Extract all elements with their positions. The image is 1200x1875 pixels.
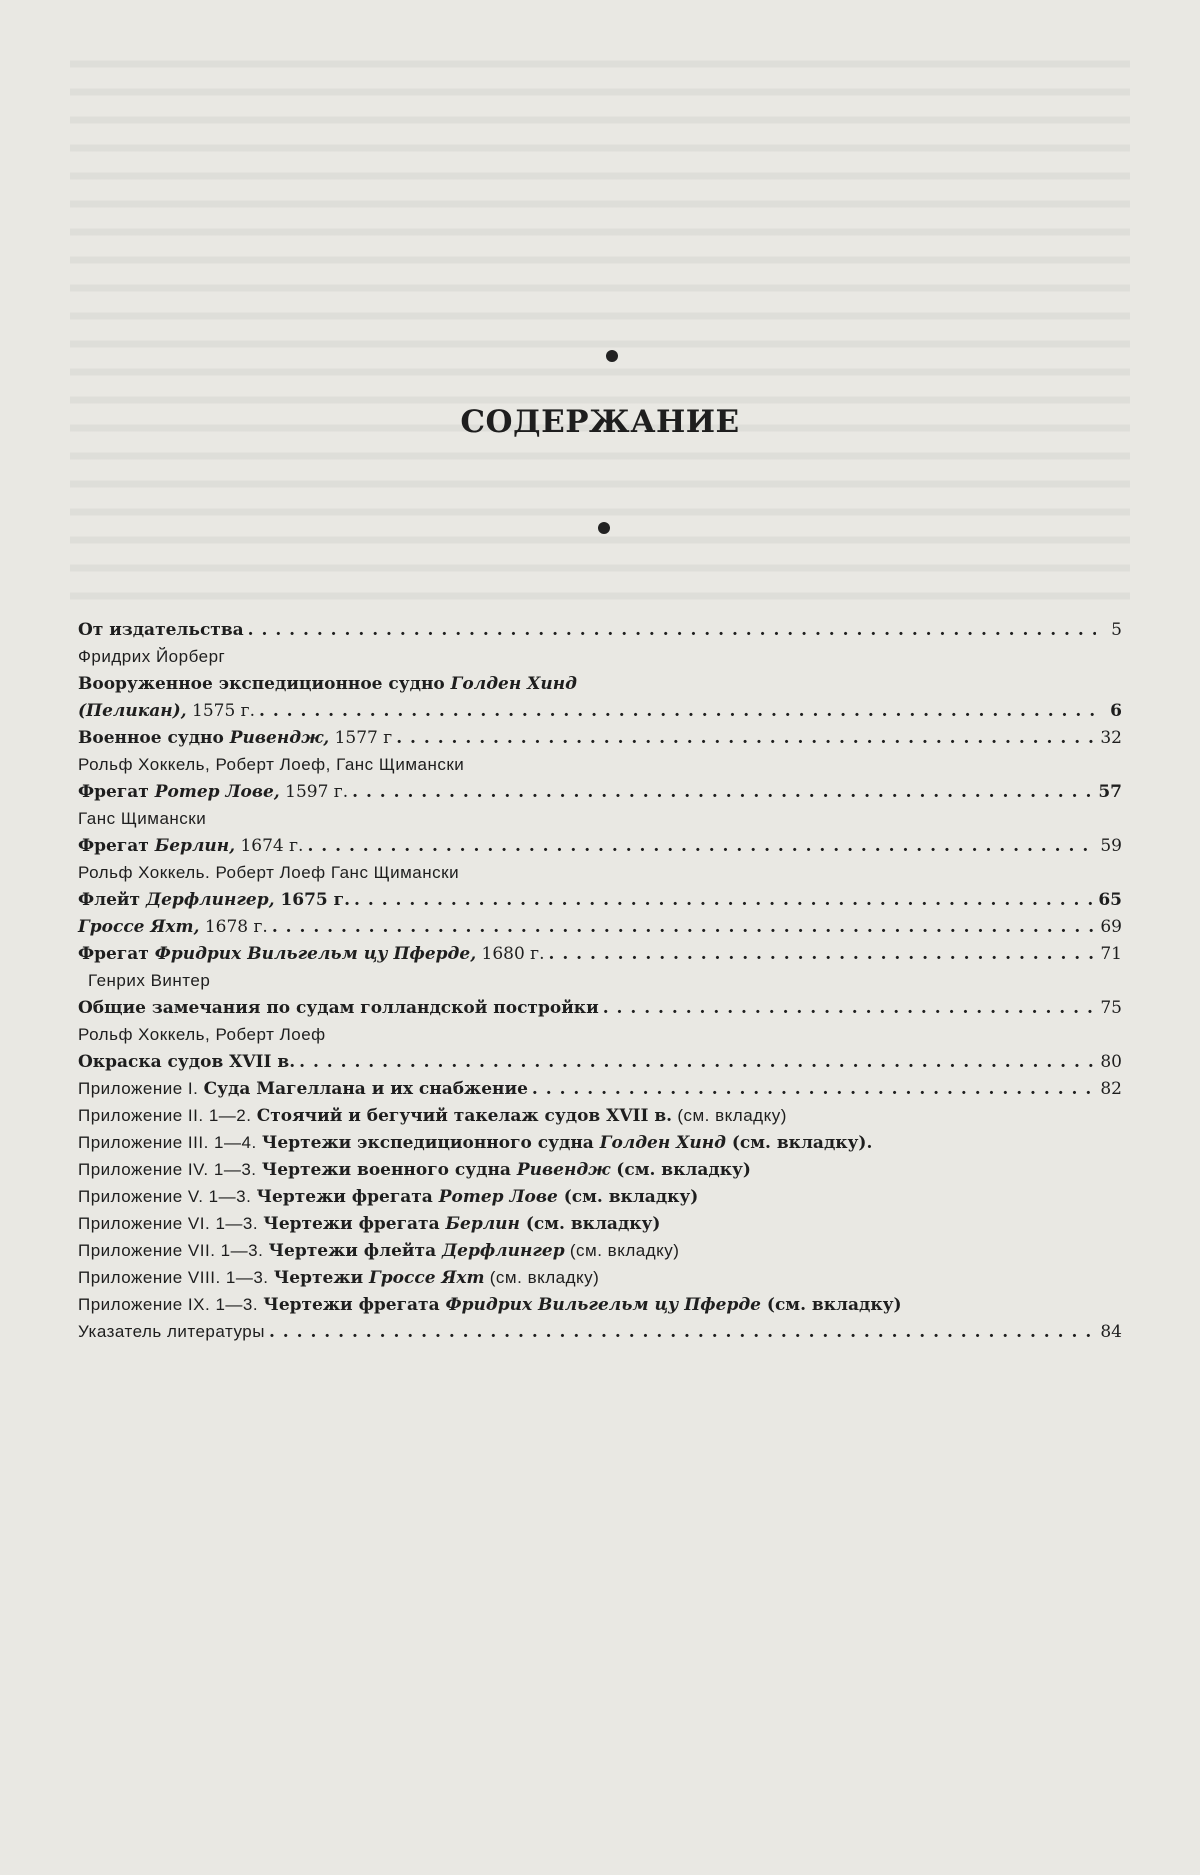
toc-page-number: 71: [1100, 944, 1122, 964]
author-name: Генрих Винтер: [78, 971, 210, 991]
toc-entry-title: [78, 728, 392, 748]
insert-note: (см. вкладку): [761, 1295, 902, 1315]
toc-author: [78, 755, 1122, 780]
toc-author: [78, 809, 1122, 834]
leader-dots: [603, 998, 1096, 1018]
author-name: Фридрих Йорберг: [78, 647, 225, 667]
toc-entry-revenge[interactable]: [78, 728, 1122, 753]
appendix-number: Приложение VI. 1—3.: [78, 1214, 263, 1233]
toc-page-number: 57: [1098, 782, 1122, 802]
ornament-dot-top: [606, 350, 618, 362]
title-text: Чертежи фрегата: [257, 1187, 439, 1207]
author-name: Ганс Щимански: [78, 809, 206, 829]
insert-note: (см. вкладку): [610, 1160, 751, 1180]
leader-dots: [352, 782, 1094, 802]
toc-page-number: 65: [1098, 890, 1122, 910]
toc-entry-berlin[interactable]: [78, 836, 1122, 861]
title-text: Фрегат: [78, 836, 155, 856]
toc-entry-title: [78, 1106, 787, 1126]
ship-name: Ротер Лове,: [155, 782, 280, 802]
ship-name: Ротер Лове: [439, 1187, 558, 1207]
toc-entry-appendix-3[interactable]: [78, 1133, 1122, 1158]
insert-note: (см. вкладку): [485, 1268, 600, 1287]
toc-entry-title: [78, 1214, 660, 1234]
page-title: СОДЕРЖАНИЕ: [0, 404, 1200, 440]
toc-entry-grosse-jacht[interactable]: [78, 917, 1122, 942]
year-text: 1577 г: [329, 728, 392, 748]
toc-entry-title: Общие замечания по судам голландской постройки: [78, 998, 599, 1018]
year-text: 1680 г.: [476, 944, 544, 964]
appendix-number: Приложение III. 1—4.: [78, 1133, 262, 1152]
leader-dots: [354, 890, 1094, 910]
toc-entry-title: [78, 944, 545, 964]
toc-entry-appendix-9[interactable]: [78, 1295, 1122, 1320]
toc-entry-appendix-1[interactable]: [78, 1079, 1122, 1104]
year-text: 1678 г.: [199, 917, 267, 937]
leader-dots: [269, 1322, 1096, 1342]
leader-dots: [396, 728, 1096, 748]
toc-author: [78, 1025, 1122, 1050]
toc-author: [78, 647, 1122, 672]
toc-entry-title: [78, 890, 350, 910]
ship-name: Ривендж: [517, 1160, 611, 1180]
title-text: Чертежи флейта: [269, 1241, 442, 1261]
ship-name: (Пеликан),: [78, 701, 187, 721]
title-text: Чертежи фрегата: [263, 1214, 445, 1234]
leader-dots: [248, 620, 1096, 640]
toc-entry-title: [78, 1241, 679, 1261]
appendix-number: Приложение II. 1—2.: [78, 1106, 257, 1125]
toc-entry-friedrich-wilhelm[interactable]: [78, 944, 1122, 969]
toc-page-number: 6: [1100, 701, 1122, 721]
appendix-number: Приложение I.: [78, 1079, 204, 1098]
ship-name: Фридрих Вильгельм цу Пферде,: [155, 944, 476, 964]
insert-note: (см. вкладку): [672, 1106, 787, 1125]
title-text: Чертежи военного судна: [262, 1160, 517, 1180]
toc-entry-title: [78, 1079, 528, 1099]
year-text: 1575 г.: [187, 701, 255, 721]
toc-page-number: 5: [1100, 620, 1122, 640]
toc-page-number: 84: [1100, 1322, 1122, 1342]
toc-page-number: 82: [1100, 1079, 1122, 1099]
author-name: Рольф Хоккель. Роберт Лоеф Ганс Щимански: [78, 863, 459, 883]
toc-entry-appendix-2[interactable]: [78, 1106, 1122, 1131]
toc-entry-bibliography[interactable]: [78, 1322, 1122, 1347]
insert-note: (см. вкладку): [520, 1214, 661, 1234]
toc-entry-appendix-7[interactable]: [78, 1241, 1122, 1266]
ship-name: Гроссе Яхт,: [78, 917, 199, 937]
toc-entry-roter-lowe[interactable]: [78, 782, 1122, 807]
author-name: Рольф Хоккель, Роберт Лоеф: [78, 1025, 326, 1045]
toc-entry-title: [78, 917, 268, 937]
toc-entry-title: Окраска судов XVII в.: [78, 1052, 295, 1072]
title-text: Военное судно: [78, 728, 230, 748]
toc-entry-title: [78, 1160, 751, 1180]
ship-name: Дерфлингер: [442, 1241, 565, 1261]
insert-note: (см. вкладку): [558, 1187, 699, 1207]
toc-entry-appendix-6[interactable]: [78, 1214, 1122, 1239]
year-text: 1597 г.: [280, 782, 348, 802]
title-text: Стоячий и бегучий такелаж судов XVII в.: [257, 1106, 672, 1126]
toc-entry-appendix-8[interactable]: [78, 1268, 1122, 1293]
title-text: Суда Магеллана и их снабжение: [204, 1079, 528, 1099]
title-text: Фрегат: [78, 782, 155, 802]
toc-entry-appendix-5[interactable]: [78, 1187, 1122, 1212]
ship-name: Гроссе Яхт: [369, 1268, 485, 1288]
toc-entry-golden-hind-line1[interactable]: [78, 674, 1122, 699]
toc-entry-title: [78, 701, 255, 721]
title-text: Чертежи экспедиционного судна: [262, 1133, 600, 1153]
toc-page-number: 75: [1100, 998, 1122, 1018]
ornament-dot-bottom: [598, 522, 610, 534]
year-text: 1674 г.: [235, 836, 303, 856]
toc-entry-title: [78, 674, 577, 694]
toc-page-number: 69: [1100, 917, 1122, 937]
toc-entry-dutch-notes[interactable]: [78, 998, 1122, 1023]
toc-entry-publisher[interactable]: [78, 620, 1122, 645]
toc-page-number: 59: [1100, 836, 1122, 856]
toc-author: [78, 971, 1122, 996]
leader-dots: [299, 1052, 1096, 1072]
title-text: Флейт: [78, 890, 146, 910]
toc-entry-title: Указатель литературы: [78, 1322, 265, 1342]
toc-author: [78, 863, 1122, 888]
toc-entry-title: [78, 1295, 902, 1315]
leader-dots: [549, 944, 1097, 964]
author-name: Рольф Хоккель, Роберт Лоеф, Ганс Щимански: [78, 755, 464, 775]
toc-entry-title: [78, 1268, 599, 1288]
ship-name: Дерфлингер,: [146, 890, 275, 910]
leader-dots: [307, 836, 1096, 856]
toc-page-number: 32: [1100, 728, 1122, 748]
leader-dots: [532, 1079, 1096, 1099]
appendix-number: Приложение IV. 1—3.: [78, 1160, 262, 1179]
ship-name: Голден Хинд: [451, 674, 577, 694]
ship-name: Голден Хинд: [600, 1133, 726, 1153]
leader-dots: [272, 917, 1096, 937]
appendix-number: Приложение V. 1—3.: [78, 1187, 257, 1206]
toc-entry-title: [78, 1187, 698, 1207]
toc-entry-title: [78, 782, 348, 802]
toc-entry-title: [78, 1133, 872, 1153]
toc-entry-appendix-4[interactable]: [78, 1160, 1122, 1185]
appendix-number: Приложение VIII. 1—3.: [78, 1268, 274, 1287]
ship-name: Фридрих Вильгельм цу Пферде: [446, 1295, 761, 1315]
year-text: 1675 г.: [275, 890, 351, 910]
title-text: Вооруженное экспедиционное судно: [78, 674, 451, 694]
insert-note: (см. вкладку): [565, 1241, 680, 1260]
toc-entry-derfflinger[interactable]: [78, 890, 1122, 915]
toc-entry-title: От издательства: [78, 620, 244, 640]
toc-entry-painting[interactable]: [78, 1052, 1122, 1077]
toc-page-number: 80: [1100, 1052, 1122, 1072]
ship-name: Ривендж,: [230, 728, 329, 748]
leader-dots: [259, 701, 1096, 721]
title-text: Чертежи фрегата: [263, 1295, 445, 1315]
title-text: Фрегат: [78, 944, 155, 964]
ship-name: Берлин,: [155, 836, 235, 856]
toc-entry-title: [78, 836, 303, 856]
reverse-page-bleed-through: [70, 40, 1130, 600]
ship-name: Берлин: [446, 1214, 520, 1234]
appendix-number: Приложение VII. 1—3.: [78, 1241, 269, 1260]
appendix-number: Приложение IX. 1—3.: [78, 1295, 263, 1314]
toc-entry-golden-hind-line2[interactable]: [78, 701, 1122, 726]
insert-note: (см. вкладку).: [726, 1133, 872, 1153]
title-text: Чертежи: [274, 1268, 369, 1288]
